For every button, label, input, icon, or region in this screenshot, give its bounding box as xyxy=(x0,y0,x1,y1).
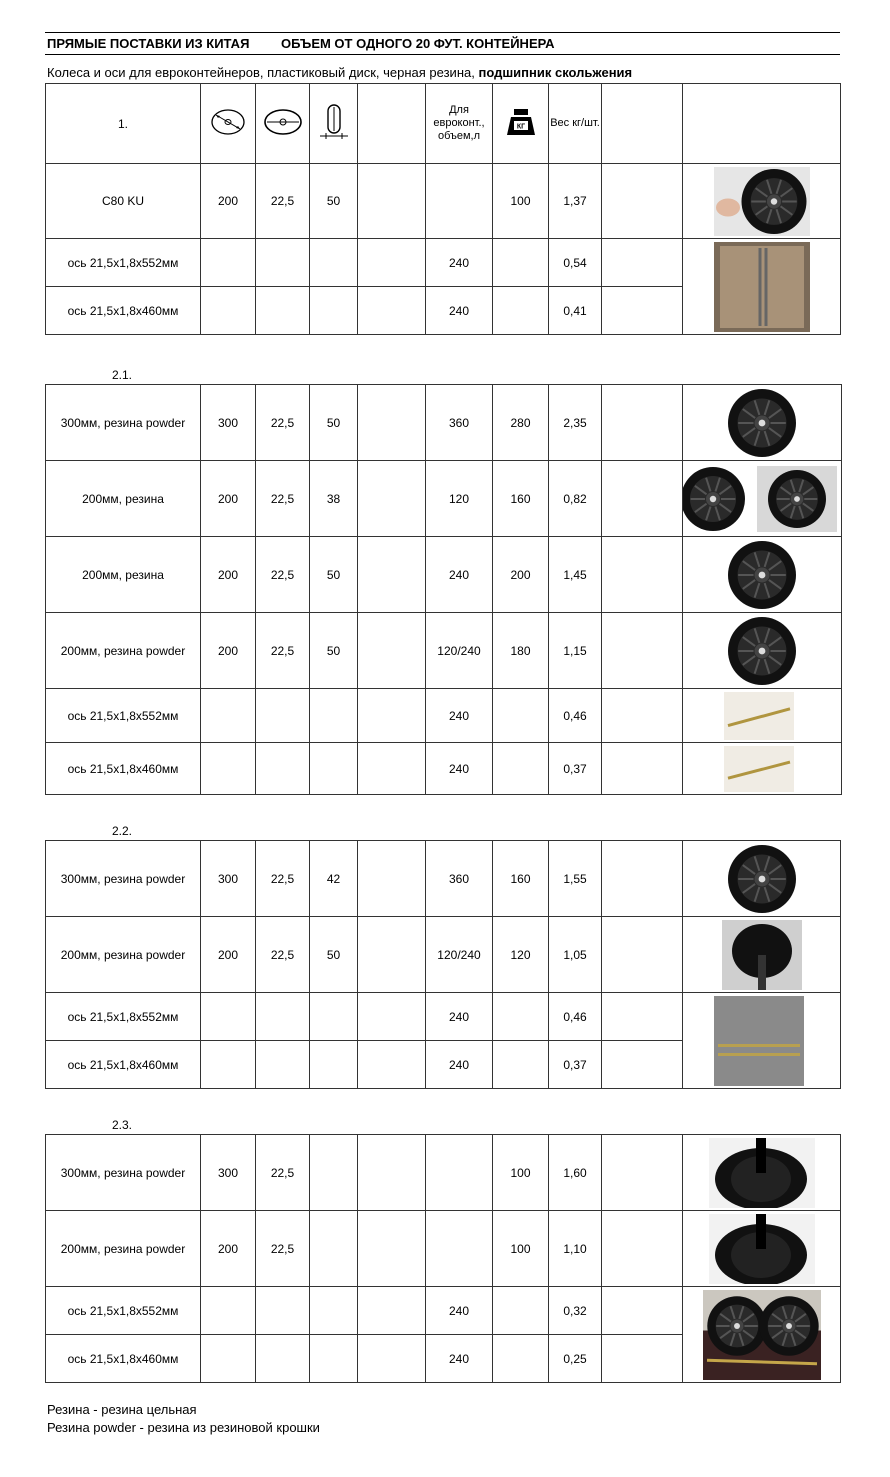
width-value: 50 xyxy=(310,164,358,239)
axle-value xyxy=(256,689,310,743)
wheel-photo xyxy=(714,844,810,914)
section-table xyxy=(45,1134,841,1383)
width-value xyxy=(310,1041,358,1089)
load-value xyxy=(493,689,549,743)
table-header-row xyxy=(46,84,841,164)
product-name: ось 21,5х1,8х552мм xyxy=(46,993,201,1041)
diameter-value: 300 xyxy=(201,385,256,461)
diameter-value xyxy=(201,1335,256,1383)
product-image-cell xyxy=(683,1135,841,1211)
width-value xyxy=(310,743,358,795)
weight-value: 0,25 xyxy=(549,1335,602,1383)
wheel-photo xyxy=(714,540,810,610)
product-image-cell xyxy=(683,239,841,335)
wheel-in-hand-photo xyxy=(714,167,810,236)
axle-value: 22,5 xyxy=(256,461,310,537)
svg-text:КГ: КГ xyxy=(516,123,525,131)
table-row xyxy=(46,385,842,461)
table-row xyxy=(46,743,842,795)
axle-photo xyxy=(714,746,810,792)
header-right: ОБЪЕМ ОТ ОДНОГО 20 ФУТ. КОНТЕЙНЕРА xyxy=(281,36,555,51)
load-value: 100 xyxy=(493,1211,549,1287)
container-volume-value: 120/240 xyxy=(426,917,493,993)
width-value xyxy=(310,1135,358,1211)
container-volume-value: 240 xyxy=(426,1041,493,1089)
weight-value: 1,37 xyxy=(549,164,602,239)
width-value xyxy=(310,1211,358,1287)
width-value xyxy=(310,689,358,743)
load-value: 160 xyxy=(493,461,549,537)
table-row xyxy=(46,164,841,239)
table-row xyxy=(46,461,842,537)
product-image-cell xyxy=(683,689,842,743)
axle-value xyxy=(256,743,310,795)
section-table xyxy=(45,840,841,1089)
axle-photo xyxy=(714,692,810,740)
table-1 xyxy=(45,83,841,335)
product-name: ось 21,5х1,8х460мм xyxy=(46,1335,201,1383)
diameter-icon xyxy=(201,84,256,164)
product-image-cell xyxy=(683,1211,841,1287)
weight-value: 1,60 xyxy=(549,1135,602,1211)
weight-value: 0,41 xyxy=(549,287,602,335)
width-value xyxy=(310,239,358,287)
weight-value: 1,45 xyxy=(549,537,602,613)
load-value: 160 xyxy=(493,841,549,917)
product-name: 300мм, резина powder xyxy=(46,385,201,461)
weight-value: 0,54 xyxy=(549,239,602,287)
diameter-value xyxy=(201,743,256,795)
width-value: 50 xyxy=(310,537,358,613)
section-label: 2.3. xyxy=(112,1118,133,1132)
product-image-cell xyxy=(683,917,841,993)
table-row xyxy=(46,239,841,287)
diameter-value xyxy=(201,1287,256,1335)
table-row xyxy=(46,613,842,689)
width-value xyxy=(310,287,358,335)
product-name: 200мм, резина xyxy=(46,537,201,613)
axle-value: 22,5 xyxy=(256,613,310,689)
load-value xyxy=(493,1041,549,1089)
diameter-value: 200 xyxy=(201,164,256,239)
table-row xyxy=(46,537,842,613)
subtitle xyxy=(45,61,842,85)
product-name: 200мм, резина powder xyxy=(46,1211,201,1287)
load-value: 100 xyxy=(493,1135,549,1211)
container-volume-value: 120 xyxy=(426,461,493,537)
diameter-value xyxy=(201,1041,256,1089)
container-volume-value: 240 xyxy=(426,239,493,287)
load-value: 200 xyxy=(493,537,549,613)
diameter-value: 200 xyxy=(201,917,256,993)
container-volume-value: 240 xyxy=(426,1287,493,1335)
weight-value: 0,32 xyxy=(549,1287,602,1335)
diameter-value: 200 xyxy=(201,461,256,537)
wheels-and-axles-photo xyxy=(703,1290,821,1380)
diameter-value: 200 xyxy=(201,1211,256,1287)
axle-value: 22,5 xyxy=(256,164,310,239)
weight-value: 1,55 xyxy=(549,841,602,917)
weight-value: 0,82 xyxy=(549,461,602,537)
wheel-side-photo xyxy=(714,920,810,990)
diameter-value xyxy=(201,993,256,1041)
axle-value: 22,5 xyxy=(256,537,310,613)
container-volume-value: 240 xyxy=(426,689,493,743)
width-value xyxy=(310,993,358,1041)
weight-value: 0,37 xyxy=(549,743,602,795)
width-value xyxy=(310,1335,358,1383)
container-volume-value xyxy=(426,1135,493,1211)
weight-value: 0,46 xyxy=(549,993,602,1041)
load-value xyxy=(493,287,549,335)
container-volume-value: 240 xyxy=(426,993,493,1041)
width-value: 50 xyxy=(310,385,358,461)
load-value xyxy=(493,239,549,287)
axle-value xyxy=(256,1335,310,1383)
product-name: ось 21,5х1,8х460мм xyxy=(46,287,201,335)
product-image-cell xyxy=(683,1287,841,1383)
axle-value xyxy=(256,239,310,287)
diameter-value xyxy=(201,689,256,743)
container-volume-value: 120/240 xyxy=(426,613,493,689)
weight-value: 1,15 xyxy=(549,613,602,689)
container-volume-value: 360 xyxy=(426,385,493,461)
wheel-closeup-photo xyxy=(709,1138,815,1208)
product-name: 200мм, резина xyxy=(46,461,201,537)
weight-value: 0,37 xyxy=(549,1041,602,1089)
product-image-cell xyxy=(683,613,842,689)
diameter-value: 200 xyxy=(201,537,256,613)
product-image-cell xyxy=(683,993,841,1089)
container-volume-header: Для евроконт., объем,л xyxy=(426,84,493,164)
container-volume-value xyxy=(426,164,493,239)
axle-value xyxy=(256,287,310,335)
subtitle-bold: подшипник скольжения xyxy=(478,65,633,80)
product-image-cell xyxy=(683,385,842,461)
axle-value: 22,5 xyxy=(256,917,310,993)
product-name: C80 KU xyxy=(46,164,201,239)
table-row xyxy=(46,1135,841,1211)
table-row xyxy=(46,917,841,993)
load-value xyxy=(493,743,549,795)
page-header xyxy=(45,32,840,55)
container-volume-value: 360 xyxy=(426,841,493,917)
load-icon xyxy=(493,84,549,164)
product-name: 200мм, резина powder xyxy=(46,613,201,689)
product-name: 200мм, резина powder xyxy=(46,917,201,993)
weight-value: 2,35 xyxy=(549,385,602,461)
table-row xyxy=(46,689,842,743)
axle-value: 22,5 xyxy=(256,385,310,461)
width-value: 38 xyxy=(310,461,358,537)
section-table xyxy=(45,384,842,795)
load-value xyxy=(493,1287,549,1335)
width-value: 42 xyxy=(310,841,358,917)
axles-on-floor-photo xyxy=(714,996,810,1086)
section-label: 2.2. xyxy=(112,824,133,838)
product-image-cell xyxy=(683,841,841,917)
tire-width-icon xyxy=(310,84,358,164)
weight-value: 1,10 xyxy=(549,1211,602,1287)
product-name: ось 21,5х1,8х460мм xyxy=(46,1041,201,1089)
width-value: 50 xyxy=(310,917,358,993)
diameter-value xyxy=(201,239,256,287)
axle-value xyxy=(256,993,310,1041)
table-row xyxy=(46,1287,841,1335)
container-volume-value xyxy=(426,1211,493,1287)
container-volume-value: 240 xyxy=(426,537,493,613)
product-image-cell xyxy=(683,164,841,239)
product-image-cell xyxy=(683,743,842,795)
axle-value: 22,5 xyxy=(256,1135,310,1211)
wheel-closeup-photo xyxy=(709,1214,815,1284)
load-value xyxy=(493,993,549,1041)
table-row xyxy=(46,1211,841,1287)
product-name: 300мм, резина powder xyxy=(46,841,201,917)
diameter-value xyxy=(201,287,256,335)
axle-value: 22,5 xyxy=(256,841,310,917)
table-row xyxy=(46,993,841,1041)
product-name: 300мм, резина powder xyxy=(46,1135,201,1211)
diameter-value: 200 xyxy=(201,613,256,689)
product-image-cell xyxy=(683,537,842,613)
product-image-cell xyxy=(683,461,842,537)
load-value: 280 xyxy=(493,385,549,461)
footnote-2: Резина powder - резина из резиновой крошки xyxy=(47,1420,320,1435)
load-value xyxy=(493,1335,549,1383)
product-name: ось 21,5х1,8х460мм xyxy=(46,743,201,795)
subtitle-plain: Колеса и оси для евроконтейнеров, пластиковый диск, черная резина, xyxy=(47,65,475,80)
width-value xyxy=(310,1287,358,1335)
axle-value: 22,5 xyxy=(256,1211,310,1287)
container-volume-value: 240 xyxy=(426,1335,493,1383)
wheel-photo xyxy=(714,616,810,686)
weight-header: Вес кг/шт. xyxy=(549,84,602,164)
diameter-value: 300 xyxy=(201,1135,256,1211)
weight-value: 1,05 xyxy=(549,917,602,993)
weight-value: 0,46 xyxy=(549,689,602,743)
axle-value xyxy=(256,1041,310,1089)
section-number: 1. xyxy=(46,84,201,164)
container-volume-value: 240 xyxy=(426,743,493,795)
two-wheels-photo xyxy=(683,464,841,534)
load-value: 180 xyxy=(493,613,549,689)
load-value: 100 xyxy=(493,164,549,239)
product-name: ось 21,5х1,8х552мм xyxy=(46,1287,201,1335)
width-value: 50 xyxy=(310,613,358,689)
axle-value xyxy=(256,1287,310,1335)
footnote-1: Резина - резина цельная xyxy=(47,1402,197,1417)
axle-diameter-icon xyxy=(256,84,310,164)
axle-on-cardboard-photo xyxy=(714,242,810,332)
load-value: 120 xyxy=(493,917,549,993)
diameter-value: 300 xyxy=(201,841,256,917)
table-row xyxy=(46,841,841,917)
product-name: ось 21,5х1,8х552мм xyxy=(46,689,201,743)
header-left: ПРЯМЫЕ ПОСТАВКИ ИЗ КИТАЯ xyxy=(47,36,250,51)
wheel-photo xyxy=(714,388,810,458)
product-name: ось 21,5х1,8х552мм xyxy=(46,239,201,287)
section-label: 2.1. xyxy=(112,368,133,382)
container-volume-value: 240 xyxy=(426,287,493,335)
